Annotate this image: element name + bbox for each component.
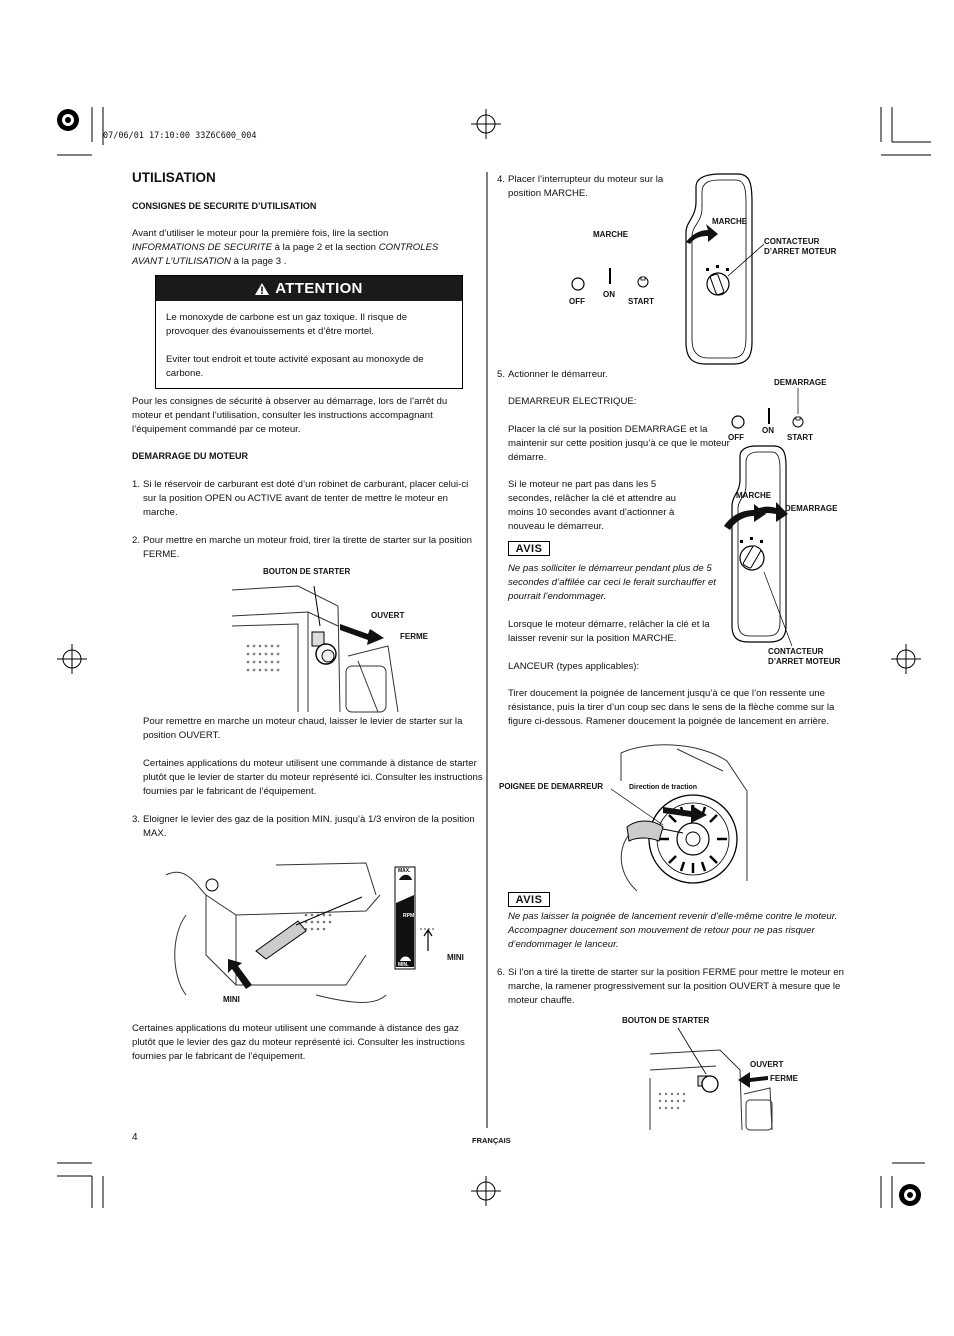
switch1-on-label: ON (603, 290, 615, 299)
switch1-start-label: START (628, 297, 655, 306)
choke-figure-2 (620, 1014, 810, 1132)
switch-figure-1 (560, 172, 860, 367)
attention-header (156, 276, 462, 301)
step-6-number: 6. (497, 967, 506, 978)
print-header: 07/06/01 17:10:00 33Z6C600_004 (103, 131, 257, 141)
throttle-illustration (166, 855, 476, 1007)
electric-start-paragraph-2: Si le moteur ne part pas dans les 5 secondes, relâcher la clé et attendre au moins 10 secondes avant d’actionner à nouveau le démarreur. (508, 479, 676, 532)
demarrage-heading: DEMARRAGE DU MOTEUR (132, 451, 248, 461)
step-1-text: Si le réservoir de carburant est doté d’un robinet de carburant, placer celui-ci sur la position OPEN ou ACTIVE avant de tenter de mettre le moteur en marche. (143, 479, 469, 518)
choke2-ouvert-label: OUVERT (750, 1060, 784, 1069)
switch2-off-label: OFF (728, 433, 744, 442)
remote-choke-paragraph: Certaines applications du moteur utilisent une commande à distance de starter plutôt que le levier de starter du moteur représenté ici. Consulter les instructions fournies par le fabricant de l’équipement. (143, 758, 483, 797)
switch2-demarrage-right-label: DEMARRAGE (785, 504, 838, 513)
intro-line2 (132, 241, 472, 255)
step-1-number: 1. (132, 479, 141, 490)
electric-start-paragraph-1: Placer la clé sur la position DEMARRAGE et la maintenir sur cette position jusqu’à ce que le moteur démarre. (508, 424, 730, 463)
consignes-paragraph: Pour les consignes de sécurité à observer au démarrage, lors de l’arrêt du moteur et pendant l’utilisation, consulter les instructions accompagnant l’équipement commandé par ce moteur. (132, 396, 448, 435)
choke-illustration-2 (620, 1014, 810, 1132)
attention-box (155, 275, 463, 389)
step-3 (132, 813, 477, 841)
avis-label-2: AVIS (515, 893, 543, 906)
warning-icon (255, 283, 269, 295)
lanceur-paragraph: Tirer doucement la poignée de lancement jusqu’à ce que l’on ressente une résistance, puis la tirer d’un coup sec dans le sens de la flèche comme sur la figure ci-dessous. Ramener doucement la poignée de lancement en arrière. (508, 688, 835, 727)
switch1-contacteur-label: CONTACTEUR D’ARRET MOTEUR (764, 237, 837, 256)
step-2-number: 2. (132, 535, 141, 546)
intro-paragraph (132, 227, 472, 269)
electric-start-paragraph-3: Lorsque le moteur démarre, relâcher la clé et la laisser revenir sur la position MARCHE. (508, 619, 710, 644)
switch1-marche-left-label: MARCHE (593, 230, 629, 239)
throttle-max-label: MAX. (398, 868, 411, 874)
attention-text-1: Le monoxyde de carbone est un gaz toxique. Il risque de provoquer des évanouissements et d’être mortel. (166, 312, 408, 337)
step-4-text: Placer l’interrupteur du moteur sur la position MARCHE. (508, 174, 664, 199)
attention-text-2: Eviter tout endroit et toute activité exposant au monoxyde de carbone. (166, 354, 424, 379)
avis-text-1: Ne pas solliciter le démarreur pendant plus de 5 secondes d’affilée car ceci le ferait surchauffer et pourrait l’endommager. (508, 563, 716, 602)
switch-illustration-2 (718, 376, 858, 668)
switch2-marche-label: MARCHE (736, 491, 772, 500)
intro-line2-plain: à la page 2 et la section (272, 242, 379, 253)
remote-throttle-paragraph: Certaines applications du moteur utilisent une commande à distance des gaz plutôt que le levier des gaz du moteur représenté ici. Consulter les instructions fournies par le fabricant de l’équipement. (132, 1023, 465, 1062)
switch1-marche-right-label: MARCHE (712, 217, 748, 226)
page-number: 4 (132, 1132, 138, 1143)
footer-language: FRANÇAIS (472, 1136, 511, 1145)
choke1-bouton-label: BOUTON DE STARTER (263, 567, 351, 576)
lanceur-heading: LANCEUR (types applicables): (508, 661, 640, 672)
step-5 (497, 368, 737, 382)
intro-ref-c: AVANT L’UTILISATION (132, 256, 231, 267)
avis-label-1: AVIS (515, 542, 543, 555)
safety-subtitle: CONSIGNES DE SECURITE D’UTILISATION (132, 201, 317, 211)
throttle-rpm-label: RPM (403, 913, 415, 919)
step-3-text: Eloigner le levier des gaz de la position MIN. jusqu’à 1/3 environ de la position MAX. (143, 814, 475, 839)
recoil-illustration (497, 741, 787, 891)
throttle-figure (166, 855, 476, 1007)
switch-illustration-1 (560, 172, 860, 367)
step-2-text: Pour mettre en marche un moteur froid, tirer la tirette de starter sur la position FERME. (143, 535, 472, 560)
choke2-ferme-label: FERME (770, 1074, 798, 1083)
intro-line1: Avant d’utiliser le moteur pour la première fois, lire la section (132, 228, 389, 239)
choke-figure-1 (228, 566, 478, 714)
avis-text-2: Ne pas laisser la poignée de lancement revenir d’elle-même contre le moteur. Accompagner doucement son mouvement de retour pour ne pas risquer d’endommager le lanceur. (508, 911, 838, 950)
intro-line3 (132, 255, 472, 269)
choke2-bouton-label: BOUTON DE STARTER (622, 1016, 710, 1025)
intro-line3-plain: à la page 3 . (231, 256, 287, 267)
switch1-off-label: OFF (569, 297, 585, 306)
step-3-number: 3. (132, 814, 141, 825)
intro-ref-a: INFORMATIONS DE SECURITE (132, 242, 273, 253)
recoil-figure (497, 741, 787, 891)
choke1-ouvert-label: OUVERT (371, 611, 405, 620)
avis-badge-2 (508, 892, 550, 907)
step-4-number: 4. (497, 174, 506, 185)
step-1 (132, 478, 477, 520)
switch-figure-2 (718, 376, 858, 668)
throttle-mini-label-right: MINI (447, 953, 464, 962)
hot-restart-paragraph: Pour remettre en marche un moteur chaud, laisser le levier de starter sur la position OUVERT. (143, 716, 463, 741)
attention-heading: ATTENTION (275, 280, 363, 297)
step-5-number: 5. (497, 369, 506, 380)
step-2 (132, 534, 477, 562)
demarreur-electrique-heading: DEMARREUR ELECTRIQUE: (508, 396, 637, 407)
page-title: UTILISATION (132, 170, 216, 185)
throttle-mini-label-left: MINI (223, 995, 240, 1004)
switch2-demarrage-top-label: DEMARRAGE (774, 378, 827, 387)
recoil-poignee-label: POIGNEE DE DEMARREUR (499, 782, 604, 791)
switch2-on-label: ON (762, 426, 774, 435)
throttle-min-label: MIN. (398, 962, 409, 968)
step-5-text: Actionner le démarreur. (508, 369, 608, 380)
switch2-start-label: START (787, 433, 814, 442)
choke1-ferme-label: FERME (400, 632, 428, 641)
recoil-direction-label: Direction de traction (629, 784, 698, 791)
step-6-text: Si l’on a tiré la tirette de starter sur la position FERME pour mettre le moteur en marche, la ramener progressivement sur la position OUVERT à mesure que le moteur chauffe. (508, 967, 844, 1006)
choke-illustration-1 (228, 566, 478, 714)
step-6 (497, 966, 857, 1008)
switch2-contacteur-label: CONTACTEUR D’ARRET MOTEUR (768, 647, 841, 666)
intro-ref-b: CONTROLES (378, 242, 439, 253)
avis-badge-1 (508, 541, 550, 556)
